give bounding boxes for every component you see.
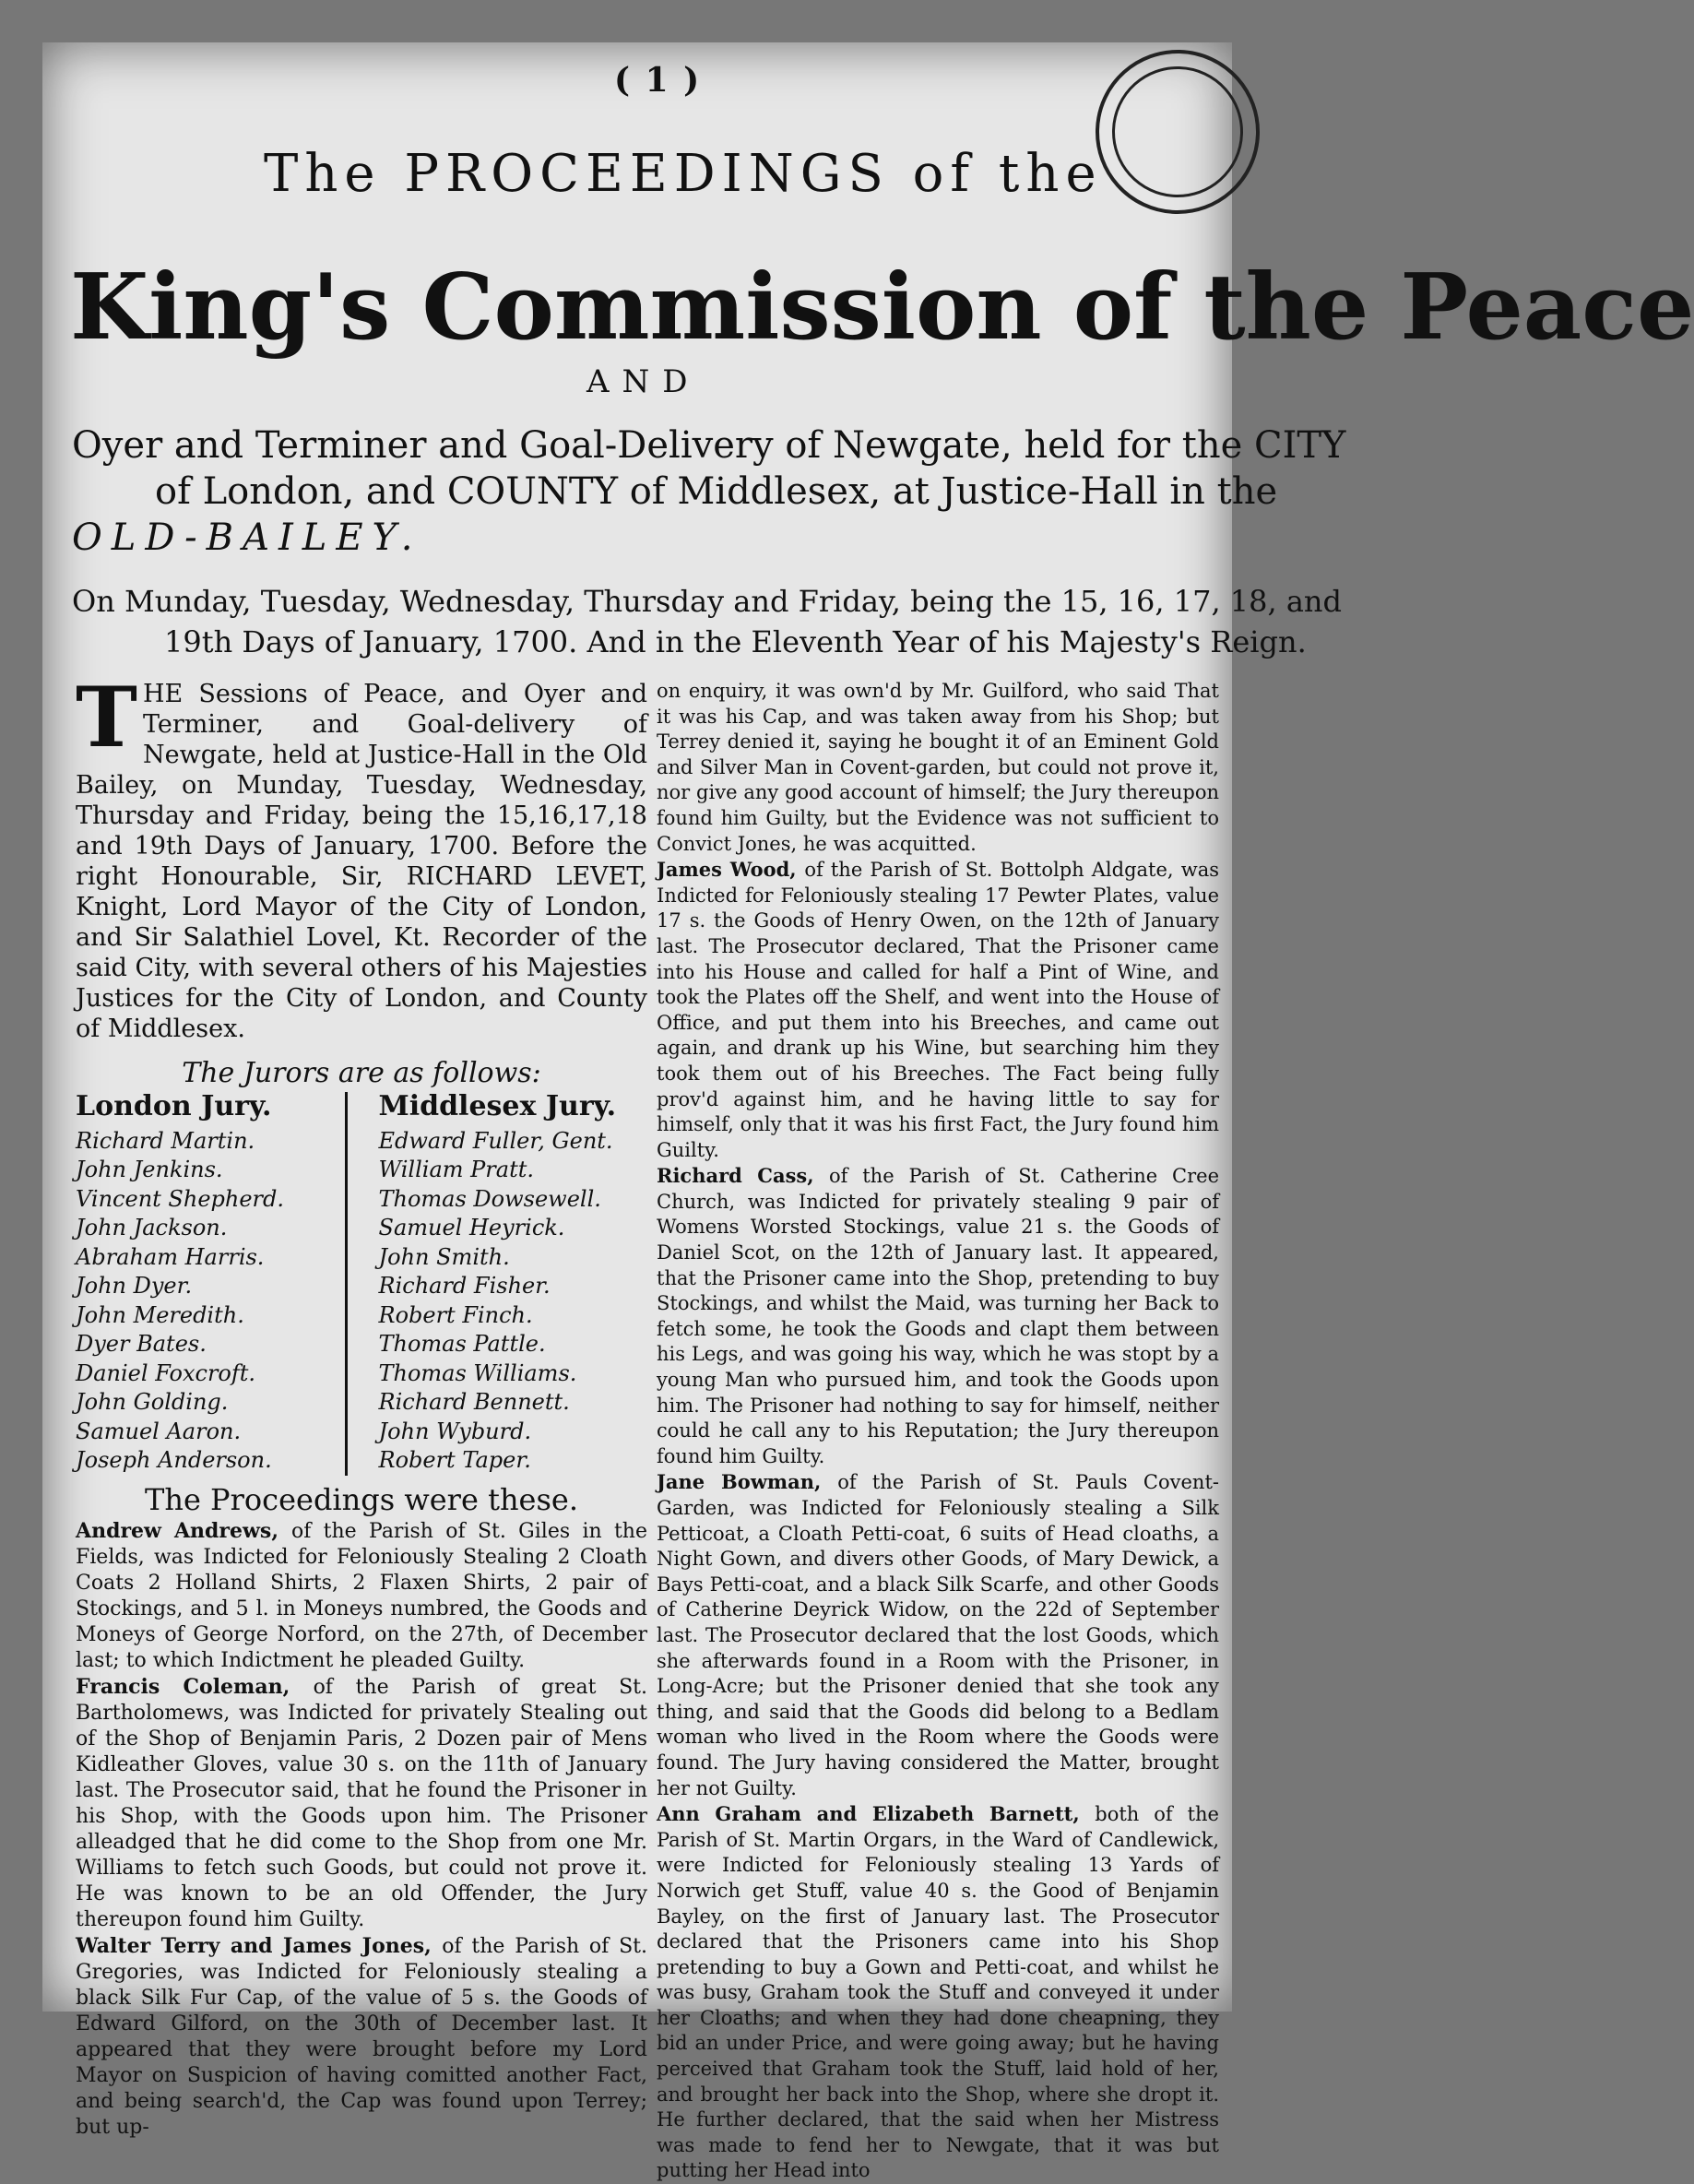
juror-name: William Pratt. (378, 1157, 534, 1182)
case-text: both of the Parish of St. Martin Orgars, in the Ward of Candlewick, were Indicted for Feloniously stealing 13 Yards of Norwich get Stuff, value 40 s. the Good of Benjamin Bayley, on the first of January last. The Prosecutor declared that the Prisoners came into his Shop pretending to buy a Gown and Petti-coat, and whilst he was busy, Graham took the Stuff and conveyed it under her Cloaths; and when they had done cheapning, they bid an under Price, and were going away; but he having perceived that Graham took the Stuff, laid hold of her, and brought her back into the Shop, where she dropt it. He further declared, that the said when her Mistress was made to fend her to Newgate, that it was but putting her Head into (657, 1803, 1219, 2182)
document-page (42, 42, 1694, 2182)
juror-name: Robert Finch. (378, 1301, 533, 1328)
title-line-2: King's Commission of the Peace (70, 255, 1694, 361)
case-entry (657, 1801, 1219, 2184)
title-line-6: OLD-BAILEY. (72, 516, 422, 559)
juror-name: Joseph Anderson. (76, 1447, 272, 1473)
juror-name: Thomas Pattle. (378, 1331, 546, 1357)
case-text: of the Parish of St. Bottolph Aldgate, was Indicted for Feloniously stealing 17 Pewter Plates, value 17 s. the Goods of Henry Owen, on the 12th of January last. The Prosecutor declared, That the Prisoner came into his House and called for half a Pint of Wine, and took the Plates off the Shelf, and went into the House of Office, and put them into his Breeches, and came out again, and drank up his Wine, but searching him they took them out of his Breeches. The Fact being fully prov'd against him, and he having little to say for himself, only that it was his first Fact, the Jury found him Guilty. (657, 859, 1219, 1161)
left-case-list (76, 1518, 647, 2141)
case-text: of the Parish of St. Pauls Covent-Garden, was Indicted for Feloniously stealing a Silk Petticoat, a Cloath Petti-coat, 6 suits of Head cloaths, a Night Gown, and divers other Goods, of Mary Dewick, a Bays Petti-coat, and a black Silk Scarfe, and other Goods of Catherine Deyrick Widow, on the 22d of September last. The Prosecutor declared that the lost Goods, which she afterwards found in a Room with the Prisoner, in Long-Acre; but the Prisoner denied that she took any thing, and said that the Goods did belong to a Bedlam woman who lived in the Room where the Goods were found. The Jury having considered the Matter, brought her not Guilty. (657, 1471, 1219, 1799)
case-entry (657, 679, 1219, 857)
date-line-1: On Munday, Tuesday, Wednesday, Thursday and Friday, being the 15, 16, 17, 18, and (72, 584, 1343, 619)
juror-name: John Meredith. (76, 1301, 244, 1328)
jurors-heading: The Jurors are as follows: (182, 1057, 541, 1089)
right-column (657, 679, 1219, 2184)
juror-name: Thomas Williams. (378, 1359, 577, 1386)
juror-name: John Jenkins. (76, 1157, 223, 1182)
case-entry (657, 857, 1219, 1163)
juror-name: John Smith. (378, 1243, 510, 1270)
juror-name: Edward Fuller, Gent. (378, 1127, 613, 1154)
middlesex-jury (345, 1092, 648, 1476)
left-column (76, 669, 647, 2141)
defendant-name: Ann Graham and Elizabeth Barnett, (657, 1802, 1096, 1826)
case-entry (76, 1518, 647, 1674)
case-text: of the Parish of St. Catherine Cree Church, was Indicted for privately stealing 9 pair of Womens Worsted Stockings, value 21 s. the Goods of Daniel Scot, on the 12th of January last. It appeared, that the Prisoner came into the Shop, pretending to buy Stockings, and whilst the Maid, was turning her Back to fetch some, he took the Goods and clapt them between his Legs, and was going his way, which he was stopt by a young Man who pursued him, and took the Goods upon him. The Prisoner had nothing to say for himself, neither could he call any to his Reputation; the Jury thereupon found him Guilty. (657, 1165, 1219, 1467)
case-entry (76, 1674, 647, 1933)
case-text: of the Parish of St. Giles in the Fields, was Indicted for Feloniously Stealing 2 Cloath Coats 2 Holland Shirts, 2 Flaxen Shirts, 2 pair of Stockings, and 5 l. in Moneys numbred, the Goods and Moneys of George Norford, on the 27th, of December last; to which Indictment he pleaded Guilty. (76, 1519, 647, 1672)
defendant-name: Walter Terry and James Jones, (76, 1933, 443, 1958)
date-block (72, 581, 1342, 662)
drop-cap: T (76, 669, 137, 766)
title-line-1: The PROCEEDINGS of the (264, 144, 1103, 204)
title-block (72, 422, 1345, 561)
middlesex-jury-title: Middlesex Jury. (378, 1090, 617, 1122)
middlesex-jury-list (379, 1127, 648, 1476)
juror-name: Robert Taper. (378, 1447, 531, 1473)
juror-name: Abraham Harris. (76, 1243, 265, 1270)
case-entry (657, 1469, 1219, 1801)
defendant-name: Francis Coleman, (76, 1674, 314, 1699)
juror-name: Richard Fisher. (378, 1273, 551, 1299)
london-jury (76, 1092, 345, 1476)
defendant-name: Richard Cass, (657, 1164, 830, 1188)
defendant-name: James Wood, (657, 858, 805, 882)
juror-name: Thomas Dowsewell. (378, 1185, 601, 1212)
london-jury-list (76, 1127, 345, 1476)
case-text: on enquiry, it was own'd by Mr. Guilford, who said That it was his Cap, and was taken away from his Shop; but Terrey denied it, saying he bought it of an Eminent Gold and Silver Man in Covent-garden, but could not prove it, nor give any good account of himself; the Jury thereupon found him Guilty, but the Evidence was not sufficient to Convict Jones, he was acquitted. (657, 680, 1219, 855)
juror-name: Vincent Shepherd. (76, 1185, 285, 1212)
case-text: of the Parish of St. Gregories, was Indicted for Feloniously stealing a black Silk Fur Cap, of the value of 5 s. the Goods of Edward Gilford, on the 30th of December last. It appeared that they were brought before my Lord Mayor on Suspicion of having comitted another Fact, and being search'd, the Cap was found upon Terrey; but up- (76, 1934, 647, 2139)
library-stamp (1072, 27, 1283, 237)
jury-lists (76, 1092, 647, 1476)
case-entry (76, 1933, 647, 2141)
juror-name: John Dyer. (76, 1273, 193, 1299)
juror-name: John Jackson. (76, 1215, 228, 1240)
intro-text: HE Sessions of Peace, and Oyer and Terminer, and Goal-delivery of Newgate, held at Justice-Hall in the Old Bailey, on Munday, Tuesday, Wednesday, Thursday and Friday, being the 15,16,17,18 and 19th Days of January, 1700. Before the right Honourable, Sir, RICHARD LEVET, Knight, Lord Mayor of the City of London, and Sir Salathiel Lovel, Kt. Recorder of the said City, with several others of his Majesties Justices for the City of London, and County of Middlesex. (76, 680, 647, 1043)
juror-name: John Golding. (76, 1389, 229, 1415)
london-jury-title: London Jury. (76, 1090, 272, 1122)
defendant-name: Jane Bowman, (657, 1470, 838, 1494)
title-line-3: AND (586, 363, 701, 400)
proceedings-heading: The Proceedings were these. (144, 1481, 579, 1517)
juror-name: Samuel Heyrick. (378, 1215, 565, 1240)
juror-name: Samuel Aaron. (76, 1418, 242, 1444)
juror-name: Dyer Bates. (76, 1331, 207, 1357)
title-line-4: Oyer and Terminer and Goal-Delivery of Newgate, held for the CITY (72, 424, 1346, 467)
right-case-list (657, 679, 1219, 2184)
title-line-5: of London, and COUNTY of Middlesex, at Justice-Hall in the (155, 470, 1278, 513)
juror-name: Daniel Foxcroft. (76, 1359, 256, 1386)
juror-name: Richard Martin. (76, 1127, 255, 1154)
defendant-name: Andrew Andrews, (76, 1518, 291, 1543)
case-text: of the Parish of great St. Bartholomews, was Indicted for privately Stealing out of the Shop of Benjamin Paris, 2 Dozen pair of Mens Kidleather Gloves, value 30 s. on the 11th of January last. The Prosecutor said, that he found the Prisoner in his Shop, with the Goods upon him. The Prisoner alleadged that he did come to the Shop from one Mr. Williams to fetch such Goods, but could not prove it. He was known to be an old Offender, the Jury thereupon found him Guilty. (76, 1675, 647, 1931)
intro-paragraph (76, 669, 647, 1044)
case-entry (657, 1163, 1219, 1469)
page-number: ( 1 ) (614, 61, 702, 100)
date-line-2: 19th Days of January, 1700. And in the Eleventh Year of his Majesty's Reign. (164, 624, 1307, 659)
juror-name: Richard Bennett. (378, 1389, 570, 1415)
juror-name: John Wyburd. (378, 1418, 532, 1444)
